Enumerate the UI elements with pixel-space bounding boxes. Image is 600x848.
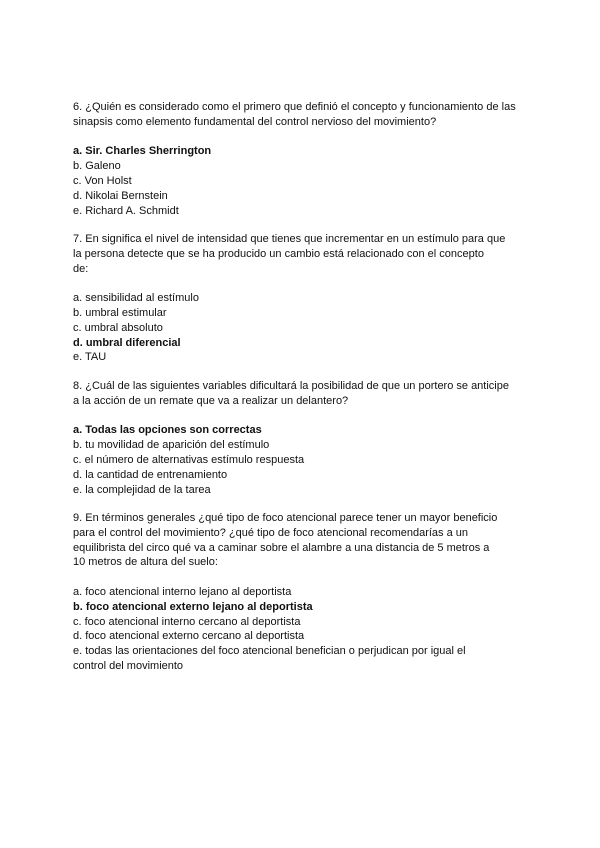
answer-option-c: c. Von Holst	[73, 174, 132, 187]
answer-options	[73, 291, 543, 365]
answer-option-c: c. umbral absoluto	[73, 321, 163, 334]
answer-option-a: a. sensibilidad al estímulo	[73, 292, 199, 305]
question-line: equilibrista del circo qué va a caminar sobre el alambre a una distancia de 5 metros a	[73, 541, 490, 554]
answer-option-a-correct: a. Sir. Charles Sherrington	[73, 145, 212, 158]
question-text	[73, 100, 543, 130]
answer-option-c: c. el número de alternativas estímulo respuesta	[73, 453, 305, 466]
question-8	[73, 379, 543, 497]
answer-option-e: e. TAU	[73, 351, 107, 364]
question-7	[73, 232, 543, 365]
answer-option-a: a. foco atencional interno lejano al deportista	[73, 585, 292, 598]
question-9	[73, 511, 543, 674]
question-line: para el control del movimiento? ¿qué tipo de foco atencional recomendarías a un	[73, 526, 469, 539]
question-line: la persona detecte que se ha producido un cambio está relacionado con el concepto	[73, 247, 484, 260]
answer-option-c: c. foco atencional interno cercano al deportista	[73, 615, 301, 628]
answer-option-d-correct: d. umbral diferencial	[73, 336, 181, 349]
answer-option-a-correct: a. Todas las opciones son correctas	[73, 424, 262, 437]
question-line: sinapsis como elemento fundamental del control nervioso del movimiento?	[73, 115, 437, 128]
question-line: 8. ¿Cuál de las siguientes variables dificultará la posibilidad de que un portero se anticipe	[73, 380, 509, 392]
answer-option-e-continuation: control del movimiento	[73, 659, 184, 672]
answer-option-d: d. Nikolai Bernstein	[73, 189, 168, 202]
answer-options	[73, 423, 543, 497]
answer-option-e: e. todas las orientaciones del foco atencional benefician o perjudican por igual el	[73, 645, 466, 658]
question-line: de:	[73, 262, 89, 275]
question-line: a la acción de un remate que va a realizar un delantero?	[73, 394, 349, 407]
answer-option-b-correct: b. foco atencional externo lejano al deportista	[73, 600, 313, 613]
question-line: 6. ¿Quién es considerado como el primero que definió el concepto y funcionamiento de las	[73, 101, 516, 113]
question-text	[73, 511, 543, 570]
question-line: 9. En términos generales ¿qué tipo de foco atencional parece tener un mayor beneficio	[73, 512, 498, 524]
answer-option-b: b. umbral estimular	[73, 306, 167, 319]
answer-option-e: e. Richard A. Schmidt	[73, 204, 179, 217]
answer-option-b: b. tu movilidad de aparición del estímulo	[73, 439, 270, 452]
question-text	[73, 379, 543, 409]
question-text	[73, 232, 543, 276]
answer-option-d: d. la cantidad de entrenamiento	[73, 468, 228, 481]
answer-option-b: b. Galeno	[73, 160, 121, 173]
answer-option-d: d. foco atencional externo cercano al deportista	[73, 630, 305, 643]
answer-options	[73, 585, 543, 674]
answer-option-e: e. la complejidad de la tarea	[73, 483, 211, 496]
question-line: 10 metros de altura del suelo:	[73, 556, 218, 569]
answer-options	[73, 144, 543, 218]
question-line: 7. En significa el nivel de intensidad que tienes que incrementar en un estímulo para que	[73, 233, 506, 245]
question-6	[73, 100, 543, 218]
